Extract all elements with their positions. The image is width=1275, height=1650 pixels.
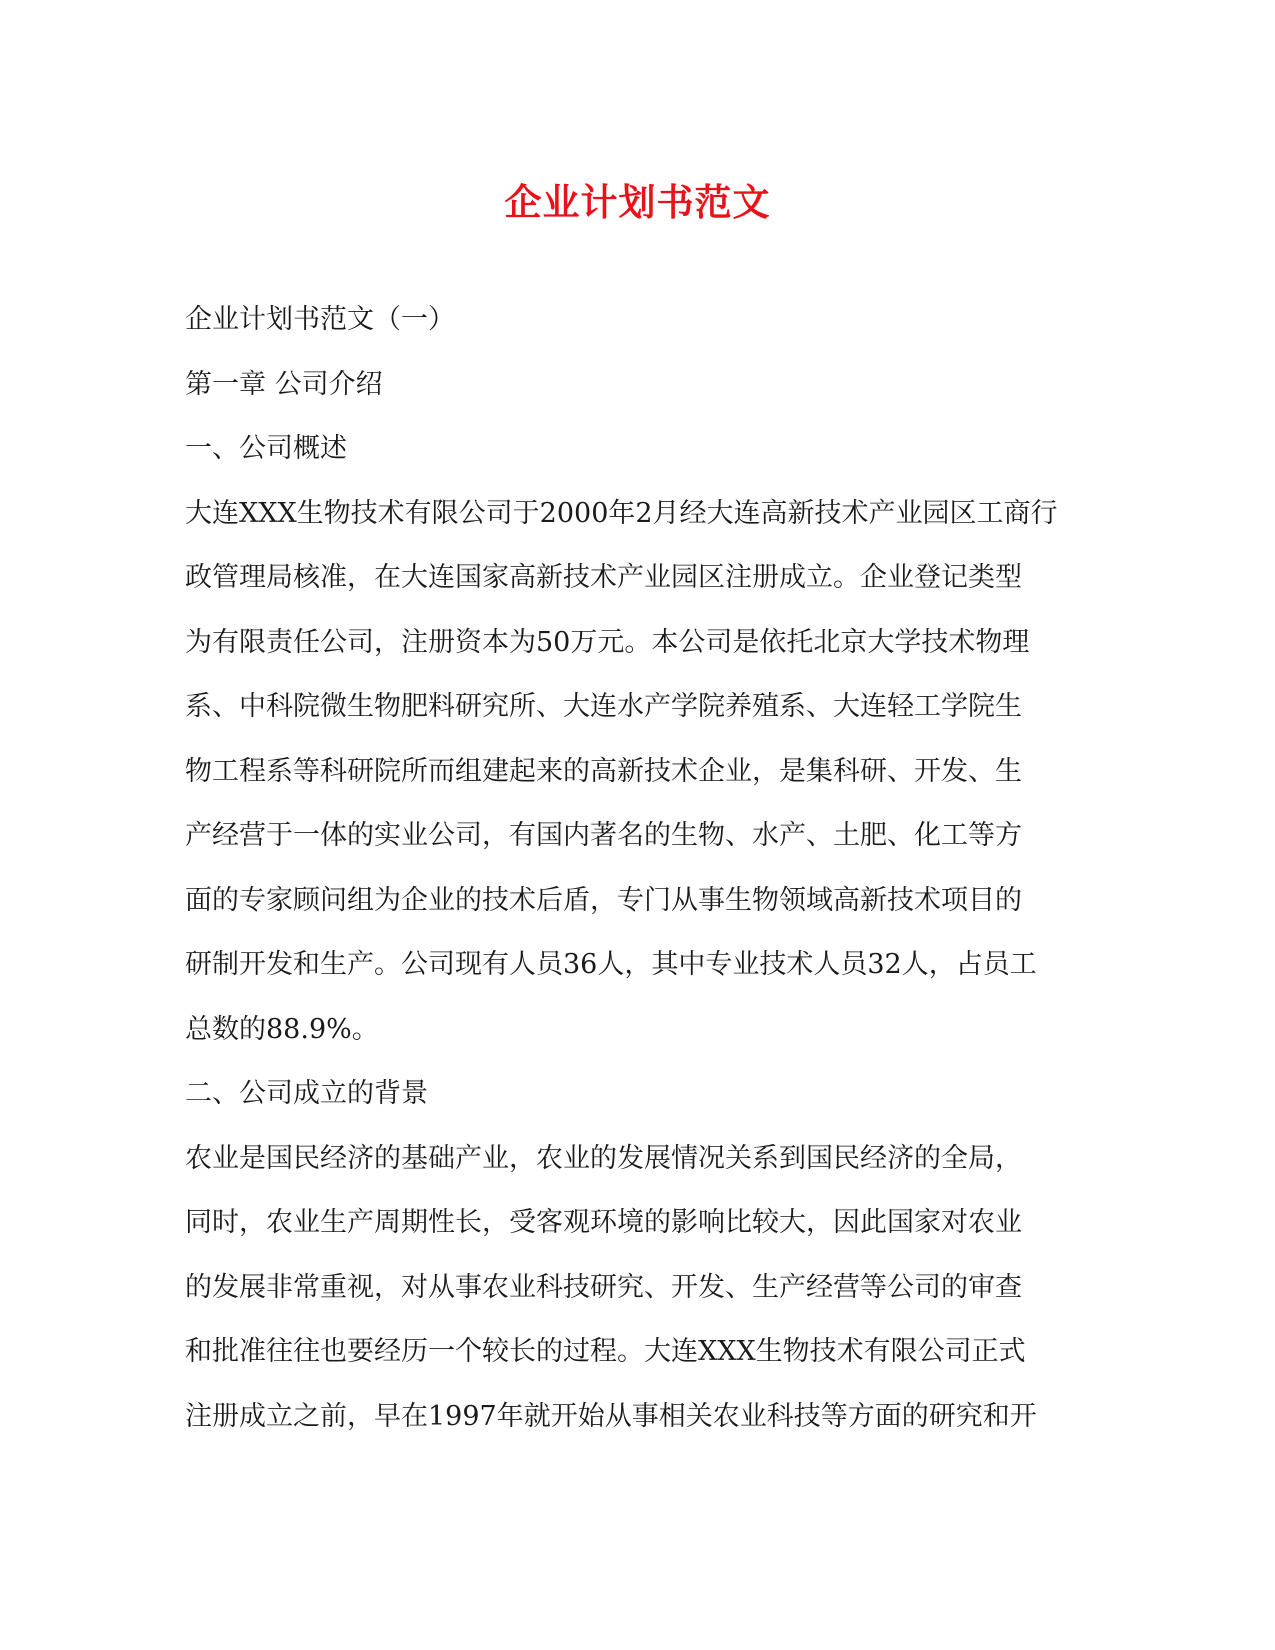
- paragraph-line: 总数的88.9%。: [185, 1013, 379, 1045]
- chapter-heading: 第一章 公司介绍: [185, 368, 383, 400]
- paragraph-line: 和批准往往也要经历一个较长的过程。大连XXX生物技术有限公司正式: [185, 1336, 1026, 1367]
- paragraph-line: 农业是国民经济的基础产业，农业的发展情况关系到国民经济的全局，: [185, 1142, 1022, 1174]
- paragraph-line: 产经营于一体的实业公司，有国内著名的生物、水产、土肥、化工等方: [185, 820, 1022, 851]
- document-title: 企业计划书范文: [504, 180, 771, 224]
- section-heading: 二、公司成立的背景: [185, 1078, 428, 1109]
- paragraph-line: 大连XXX生物技术有限公司于2000年2月经大连高新技术产业园区工商行: [185, 497, 1058, 529]
- paragraph-line: 面的专家顾问组为企业的技术后盾，专门从事生物领域高新技术项目的: [185, 884, 1022, 916]
- document-body: [185, 288, 1085, 1449]
- paragraph-line: 物工程系等科研院所而组建起来的高新技术企业，是集科研、开发、生: [185, 755, 1022, 787]
- paragraph-line: 同时，农业生产周期性长，受客观环境的影响比较大，因此国家对农业: [185, 1207, 1022, 1238]
- paragraph-line: 系、中科院微生物肥料研究所、大连水产学院养殖系、大连轻工学院生: [185, 691, 1022, 722]
- paragraph-line: 注册成立之前，早在1997年就开始从事相关农业科技等方面的研究和开: [185, 1400, 1037, 1432]
- paragraph-line: 政管理局核准，在大连国家高新技术产业园区注册成立。企业登记类型: [185, 562, 1022, 593]
- paragraph-line: 的发展非常重视，对从事农业科技研究、开发、生产经营等公司的审查: [185, 1271, 1022, 1303]
- paragraph-line: 为有限责任公司，注册资本为50万元。本公司是依托北京大学技术物理: [185, 626, 1030, 658]
- section-heading: 一、公司概述: [185, 433, 347, 464]
- paragraph-line: 研制开发和生产。公司现有人员36人，其中专业技术人员32人，占员工: [185, 949, 1037, 980]
- subtitle-line: 企业计划书范文（一）: [185, 304, 455, 335]
